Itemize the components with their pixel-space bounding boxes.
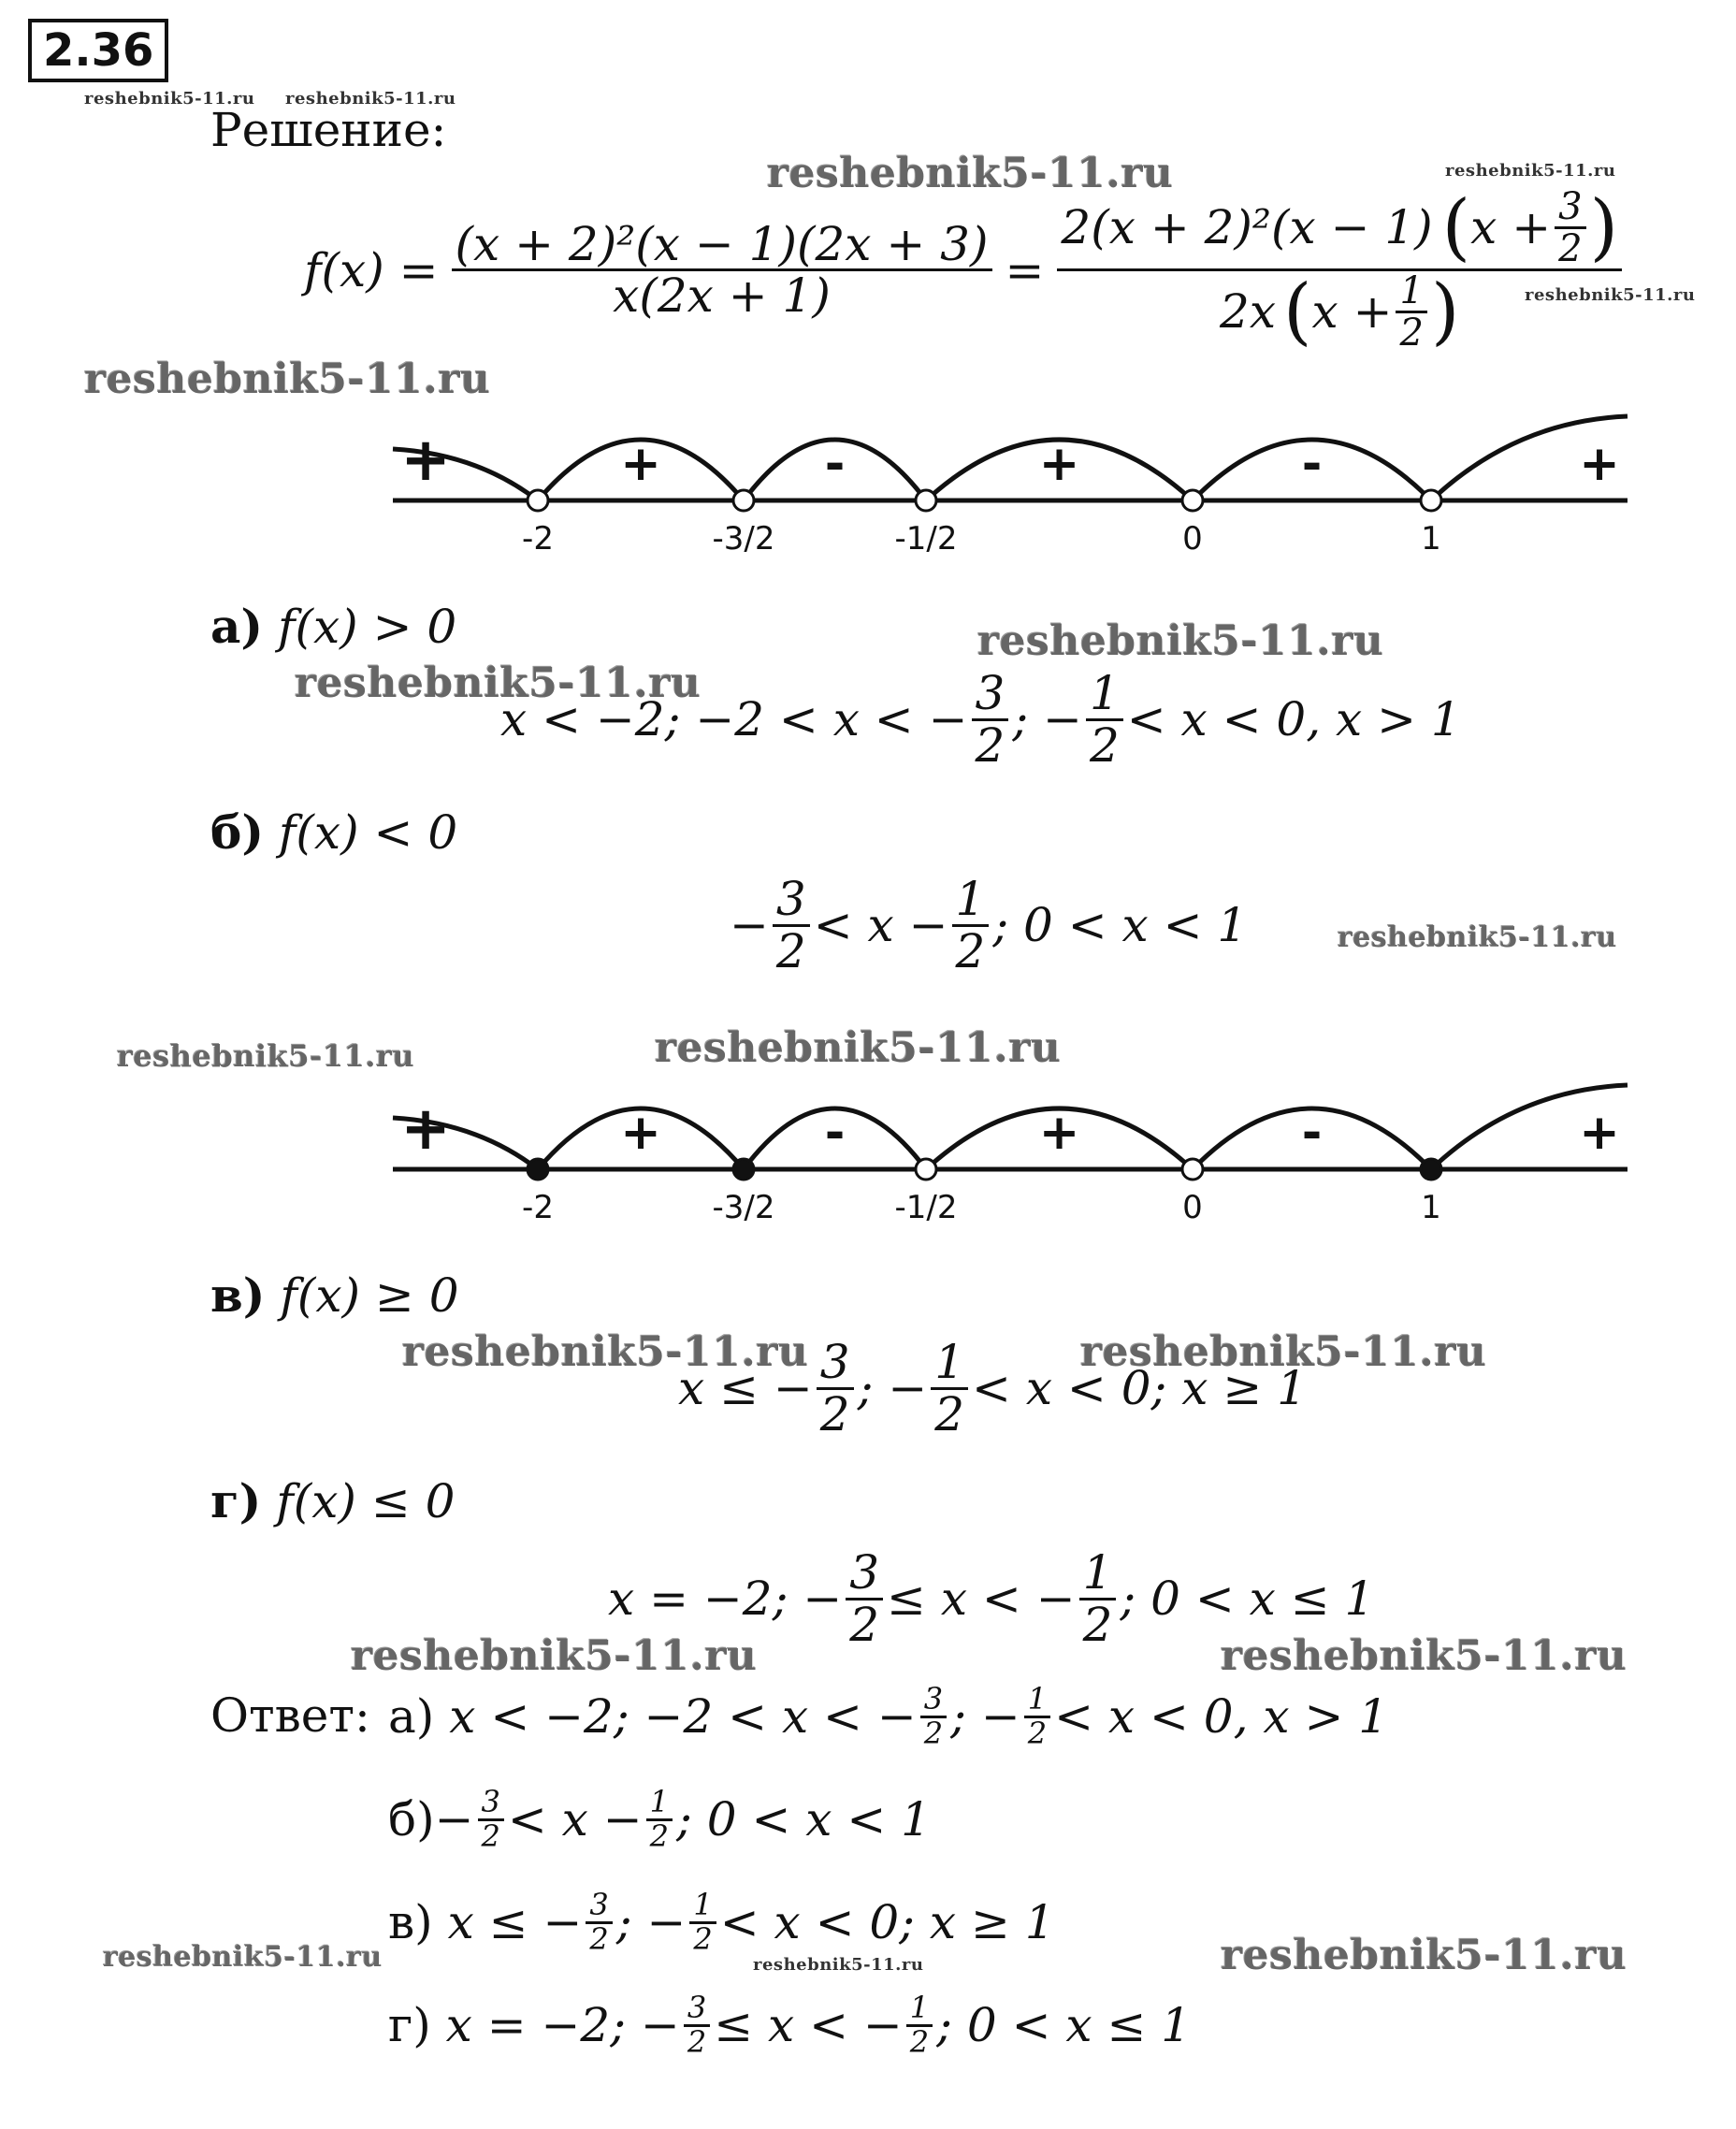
numerator: 3 <box>817 1338 854 1390</box>
numerator: 1 <box>689 1890 716 1924</box>
denominator: 2 <box>849 1597 880 1652</box>
fraction <box>920 1681 947 1751</box>
part-g-heading <box>210 1473 455 1528</box>
watermark: reshebnik5-11.ru <box>1080 1328 1487 1376</box>
watermark: reshebnik5-11.ru <box>977 617 1384 665</box>
answer-text: ≤ x < − <box>714 1998 903 2053</box>
denominator: 2 <box>909 2023 930 2060</box>
numerator: 3 <box>684 1992 710 2027</box>
fraction <box>846 1545 883 1652</box>
part-a-solution <box>500 666 1461 773</box>
denominator-part: 2x <box>1220 284 1277 340</box>
part-v-heading <box>210 1267 459 1323</box>
solution-text: ; − <box>857 1361 928 1415</box>
part-label: в) <box>210 1267 266 1323</box>
fraction <box>931 1335 968 1441</box>
denominator: 2 <box>693 1920 713 1957</box>
watermark: reshebnik5-11.ru <box>1525 285 1696 305</box>
problem-number: 2.36 <box>28 19 168 82</box>
watermark: reshebnik5-11.ru <box>767 150 1174 197</box>
denominator: 2 <box>923 1715 944 1751</box>
inner-denominator: 2 <box>1399 311 1424 355</box>
answer-text: x = −2; − <box>445 1998 680 2053</box>
filled-point <box>528 1159 548 1180</box>
interval-sign: + <box>1038 436 1080 492</box>
watermark: reshebnik5-11.ru <box>753 1955 924 1975</box>
answer-b <box>388 1784 931 1854</box>
interval-sign: - <box>1301 1105 1323 1161</box>
numerator: 3 <box>773 875 810 927</box>
point-label: 1 <box>1421 1189 1441 1226</box>
fraction <box>646 1784 673 1854</box>
watermark: reshebnik5-11.ru <box>402 1328 809 1376</box>
numerator: 3 <box>920 1684 947 1718</box>
filled-point <box>733 1159 754 1180</box>
answer-v <box>388 1887 1055 1957</box>
numerator: 1 <box>906 1992 933 2027</box>
fraction <box>586 1887 612 1957</box>
solution-text: ≤ x < − <box>887 1571 1076 1626</box>
inner-denominator: 2 <box>1558 227 1583 270</box>
inner-numerator: 1 <box>1396 271 1426 313</box>
part-label: а) <box>210 599 264 654</box>
denominator-part: x + <box>1311 284 1393 340</box>
part-a-heading <box>210 599 456 654</box>
point-label: -1/2 <box>894 1189 958 1226</box>
open-point <box>733 490 754 511</box>
denominator: 2 <box>649 1818 670 1854</box>
part-label: б) <box>210 804 265 860</box>
solution-text: − <box>730 898 769 952</box>
denominator: 2 <box>1027 1715 1048 1751</box>
formula-lhs: f(x) = <box>304 242 439 297</box>
watermark: reshebnik5-11.ru <box>117 1038 415 1074</box>
answer-item-label: в) <box>388 1895 433 1950</box>
answer-item-label: г) <box>388 1998 431 2053</box>
fraction <box>1024 1681 1050 1751</box>
part-condition: f(x) > 0 <box>277 600 457 654</box>
denominator: 2 <box>819 1386 850 1441</box>
answer-text: < x < 0, x > 1 <box>1054 1689 1389 1745</box>
open-point <box>1182 1159 1203 1180</box>
answer-label: Ответ: <box>210 1688 370 1743</box>
watermark: reshebnik5-11.ru <box>285 89 456 109</box>
denominator: 2x ( x + $\frac{1}{2}$ ) <box>1220 268 1460 355</box>
denominator: 2 <box>481 1818 500 1854</box>
denominator: 2 <box>934 1386 965 1441</box>
point-label: 0 <box>1182 1189 1203 1226</box>
inner-numerator: 3 <box>1555 187 1585 229</box>
point-label: 1 <box>1421 520 1441 558</box>
solution-label: Решение: <box>210 103 447 157</box>
interval-sign: - <box>824 1105 846 1161</box>
fraction <box>1079 1545 1117 1652</box>
inner-fraction <box>1396 271 1426 353</box>
watermark: reshebnik5-11.ru <box>1338 921 1617 954</box>
interval-sign: + <box>1579 1105 1620 1161</box>
answer-text: ; − <box>950 1689 1020 1745</box>
watermark: reshebnik5-11.ru <box>295 659 702 707</box>
part-b-heading <box>210 804 457 860</box>
filled-point <box>1421 1159 1441 1180</box>
answer-text: x ≤ − <box>447 1895 583 1950</box>
answer-text: ; 0 < x ≤ 1 <box>936 1998 1192 2053</box>
interval-sign: + <box>400 426 451 495</box>
formula <box>304 184 1626 355</box>
denominator: 2 <box>1089 717 1120 773</box>
solution-text: ; 0 < x < 1 <box>992 898 1248 952</box>
fraction <box>684 1992 710 2058</box>
numerator: 1 <box>952 875 990 927</box>
denominator: 2 <box>955 923 986 978</box>
point-label: -3/2 <box>712 1189 775 1226</box>
denominator: 2 <box>589 1920 609 1957</box>
solution-text: x ≤ − <box>678 1361 813 1415</box>
interval-sign: + <box>400 1094 451 1164</box>
point-label: 0 <box>1182 520 1203 558</box>
part-condition: f(x) < 0 <box>278 805 458 860</box>
numerator: 1 <box>1024 1684 1050 1718</box>
watermark: reshebnik5-11.ru <box>1221 1932 1628 1979</box>
point-label: -3/2 <box>712 520 775 558</box>
formula-fraction-2 <box>1057 184 1622 355</box>
number-line-1 <box>374 412 1646 571</box>
open-point <box>528 490 548 511</box>
watermark: reshebnik5-11.ru <box>655 1024 1062 1072</box>
interval-sign: + <box>1038 1105 1080 1161</box>
denominator: 2 <box>975 717 1005 773</box>
solution-text: x = −2; − <box>608 1571 843 1626</box>
answer-text: ; 0 < x < 1 <box>676 1792 931 1847</box>
part-b-solution <box>730 872 1248 978</box>
numerator: 3 <box>972 669 1009 721</box>
part-condition: f(x) ≤ 0 <box>276 1474 456 1528</box>
solution-text: < x < 0, x > 1 <box>1126 692 1461 746</box>
part-label: г) <box>210 1473 262 1528</box>
numerator: 2(x + 2)²(x − 1) ( x + $\frac{3}{2}$ ) <box>1057 187 1622 271</box>
interval-sign: + <box>620 436 661 492</box>
part-condition: f(x) ≥ 0 <box>280 1268 459 1323</box>
open-point <box>1421 490 1441 511</box>
equals-sign: = <box>1005 242 1045 297</box>
denominator: x(2x + 1) <box>613 268 831 323</box>
denominator: 2 <box>687 2023 707 2060</box>
numerator: (x + 2)²(x − 1)(2x + 3) <box>452 220 992 272</box>
denominator: 2 <box>775 923 806 978</box>
numerator: 1 <box>1079 1548 1117 1600</box>
solution-text: ; 0 < x ≤ 1 <box>1120 1571 1375 1626</box>
point-label: -2 <box>522 520 554 558</box>
open-point <box>916 490 936 511</box>
watermark: reshebnik5-11.ru <box>84 355 491 403</box>
fraction <box>478 1784 504 1854</box>
solution-text: x < −2; −2 < x < − <box>500 692 968 746</box>
answer-text: x < −2; −2 < x < − <box>449 1689 917 1745</box>
formula-fraction-1 <box>452 216 992 323</box>
fraction <box>773 872 810 978</box>
answer-text: ; − <box>615 1895 687 1950</box>
fraction <box>972 666 1009 773</box>
interval-sign: + <box>620 1105 661 1161</box>
solution-text: < x − <box>813 898 948 952</box>
interval-sign: - <box>1301 436 1323 492</box>
numerator: 1 <box>1086 669 1123 721</box>
fraction <box>817 1335 854 1441</box>
numerator: 1 <box>646 1787 673 1821</box>
fraction <box>952 872 990 978</box>
open-point <box>1182 490 1203 511</box>
interval-sign: + <box>1579 436 1620 492</box>
open-point <box>916 1159 936 1180</box>
number-line-2 <box>374 1080 1646 1239</box>
answer-item-label: а) <box>388 1689 435 1745</box>
fraction <box>1086 666 1123 773</box>
watermark: reshebnik5-11.ru <box>103 1941 383 1974</box>
answer-text: < x < 0; x ≥ 1 <box>719 1895 1055 1950</box>
watermark: reshebnik5-11.ru <box>1445 161 1616 181</box>
point-label: -2 <box>522 1189 554 1226</box>
numerator: 1 <box>931 1338 968 1390</box>
denominator: 2 <box>1082 1597 1113 1652</box>
watermark: reshebnik5-11.ru <box>1221 1632 1628 1680</box>
fraction <box>906 1992 933 2058</box>
watermark: reshebnik5-11.ru <box>351 1632 758 1680</box>
point-label: -1/2 <box>894 520 958 558</box>
part-v-solution <box>678 1335 1307 1441</box>
answer-a <box>388 1681 1389 1751</box>
answer-text: < x − <box>507 1792 643 1847</box>
inner-fraction <box>1555 187 1585 268</box>
watermark: reshebnik5-11.ru <box>84 89 255 109</box>
answer-g <box>388 1992 1191 2058</box>
interval-sign: - <box>824 436 846 492</box>
solution-text: < x < 0; x ≥ 1 <box>972 1361 1307 1415</box>
numerator-part: x + <box>1470 200 1552 255</box>
answer-item-label: б) <box>388 1792 435 1847</box>
numerator-part: 2(x + 2)²(x − 1) <box>1061 200 1433 255</box>
numerator: 3 <box>478 1787 504 1821</box>
answer-text: − <box>434 1792 474 1847</box>
solution-text: ; − <box>1012 692 1082 746</box>
numerator: 3 <box>846 1548 883 1600</box>
fraction <box>689 1887 716 1957</box>
numerator: 3 <box>586 1890 612 1924</box>
